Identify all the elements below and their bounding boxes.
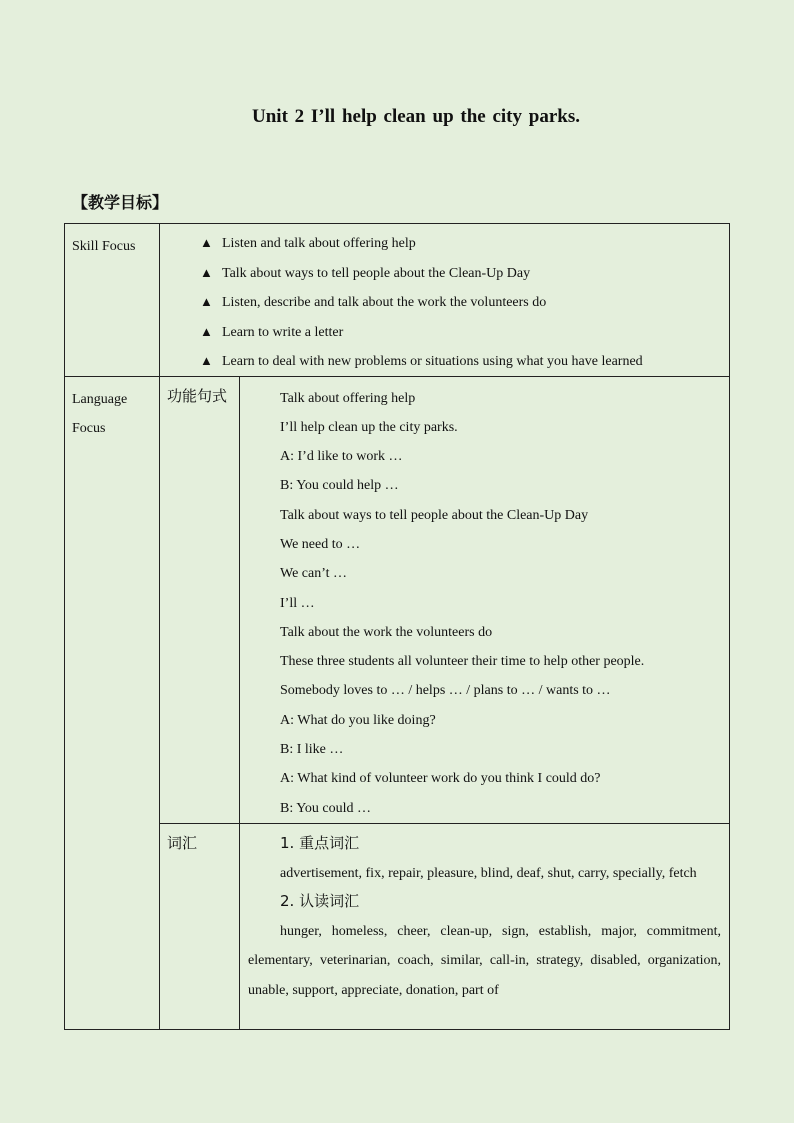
functional-label-cell (160, 376, 240, 823)
language-focus-label-line1: Language (72, 391, 128, 407)
functional-line: B: I like … (280, 742, 344, 758)
skill-item (200, 346, 729, 376)
functional-line: A: What do you like doing? (280, 712, 436, 728)
recognition-vocabulary-heading: 2. 认读词汇 (280, 892, 360, 911)
functional-sentences-list (240, 377, 729, 823)
functional-line: A: What kind of volunteer work do you think I could do? (280, 771, 601, 787)
triangle-bullet-icon: ▲ (200, 353, 213, 368)
vocabulary-row (65, 823, 730, 1029)
teaching-goals-table (64, 223, 730, 1030)
key-vocabulary-words: advertisement, fix, repair, pleasure, blind, deaf, shut, carry, specially, fetch (280, 865, 697, 881)
triangle-bullet-icon: ▲ (200, 235, 213, 250)
triangle-bullet-icon: ▲ (200, 264, 213, 280)
functional-line: I’ll help clean up the city parks. (280, 419, 458, 435)
vocabulary-content (240, 824, 729, 1005)
functional-line: B: You could help … (280, 478, 399, 494)
section-heading: 【教学目标】 (72, 193, 169, 212)
language-focus-label-cell (65, 376, 160, 1029)
functional-line: Talk about ways to tell people about the Clean-Up Day (280, 507, 589, 523)
functional-line: We can’t … (280, 566, 348, 582)
skill-item (200, 258, 729, 288)
skill-focus-label: Skill Focus (72, 239, 136, 254)
triangle-bullet-icon: ▲ (200, 294, 213, 309)
functional-sentences-label: 功能句式 (167, 386, 228, 405)
functional-sentences-row (65, 376, 730, 823)
skill-item-text: Learn to write a letter (222, 324, 344, 340)
skill-item-text: Listen, describe and talk about the work the volunteers do (222, 295, 547, 310)
skill-item-text: Learn to deal with new problems or situations using what you have learned (222, 354, 643, 369)
functional-line: Talk about the work the volunteers do (280, 624, 493, 640)
skill-item-text: Listen and talk about offering help (222, 236, 416, 251)
functional-line: We need to … (280, 536, 361, 552)
functional-line: B: You could … (280, 800, 372, 816)
functional-line: Somebody loves to … / helps … / plans to … / wants to … (280, 683, 611, 699)
recognition-vocabulary-words: hunger, homeless, cheer, clean-up, sign, establish, major, commitment, elementary, veterinarian, coach, similar, call-in, strategy, disabled, organization, unable, support, appreciate, donation, part of (248, 924, 721, 998)
skill-focus-content-cell (160, 224, 730, 377)
vocabulary-label: 词汇 (167, 833, 198, 852)
skill-item-text: Talk about ways to tell people about the Clean-Up Day (222, 265, 531, 281)
language-focus-label-line2: Focus (72, 420, 106, 436)
functional-line: These three students all volunteer their time to help other people. (280, 654, 645, 670)
skill-item (200, 317, 729, 347)
functional-line: A: I’d like to work … (280, 449, 403, 465)
functional-line: Talk about offering help (280, 390, 416, 406)
skill-focus-row (65, 224, 730, 377)
skill-focus-label-cell (65, 224, 160, 377)
key-vocabulary-heading: 1. 重点词汇 (280, 833, 360, 852)
skill-focus-list (160, 224, 729, 376)
functional-content-cell (240, 376, 730, 823)
language-focus-label (65, 377, 159, 443)
page-title: Unit 2 I’ll help clean up the city parks. (252, 106, 580, 127)
skill-item (200, 287, 729, 317)
vocabulary-content-cell (240, 823, 730, 1029)
vocabulary-label-cell (160, 823, 240, 1029)
triangle-bullet-icon: ▲ (200, 323, 213, 339)
functional-line: I’ll … (280, 595, 315, 611)
skill-item (200, 228, 729, 258)
